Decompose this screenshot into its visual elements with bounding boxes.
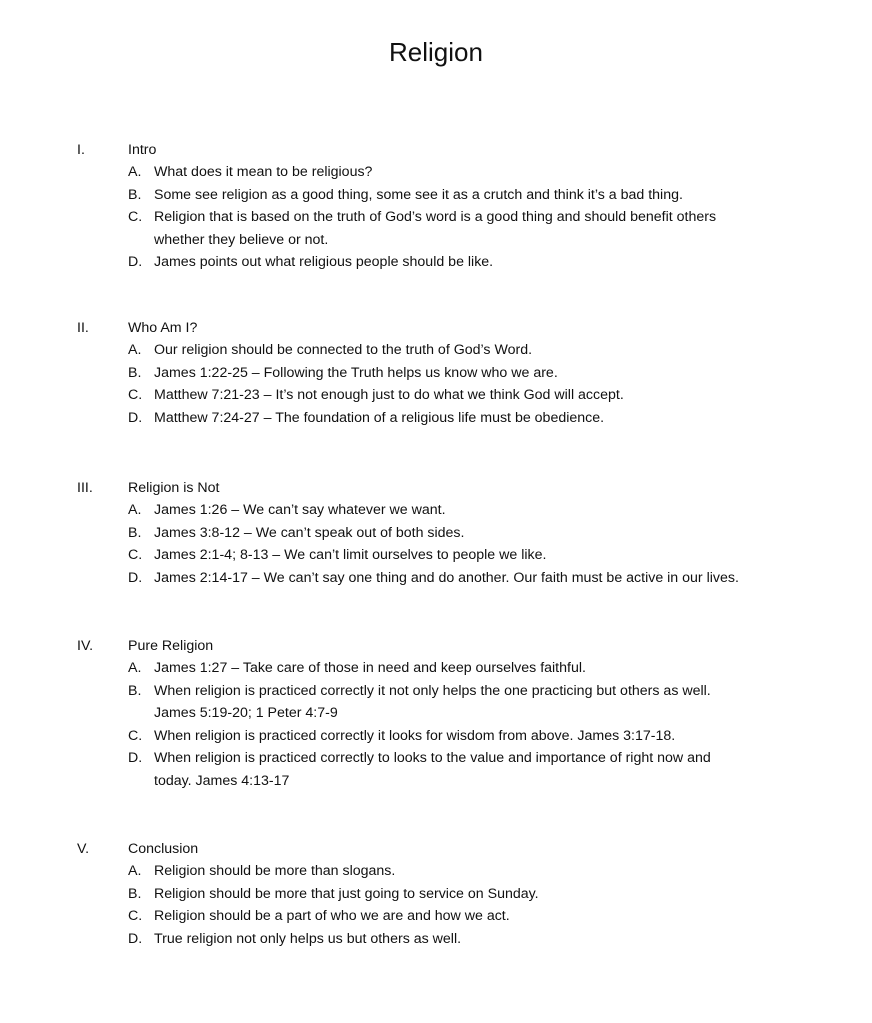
item-text-line: Religion should be more than slogans. xyxy=(154,863,396,879)
outline-item xyxy=(0,251,872,274)
item-text-line: today. James 4:13-17 xyxy=(154,772,290,789)
item-letter: B. xyxy=(128,364,142,381)
section-numeral: I. xyxy=(77,142,85,158)
outline-item xyxy=(0,522,872,545)
item-letter: D. xyxy=(128,409,143,426)
outline-item xyxy=(0,680,872,725)
outline-item xyxy=(0,184,872,207)
outline-item xyxy=(0,657,872,680)
outline-item xyxy=(0,883,872,906)
item-letter: A. xyxy=(128,342,142,358)
outline-item xyxy=(0,747,872,792)
item-letter: A. xyxy=(128,863,142,879)
item-letter: B. xyxy=(128,524,142,541)
outline-item xyxy=(0,905,872,928)
item-letter: D. xyxy=(128,930,143,947)
outline-section xyxy=(0,838,872,950)
item-letter: C. xyxy=(128,209,143,226)
section-heading xyxy=(0,139,872,161)
item-letter: A. xyxy=(128,660,142,676)
outline-item xyxy=(0,725,872,748)
section-heading xyxy=(0,317,872,339)
item-text-line: whether they believe or not. xyxy=(154,231,329,248)
outline-item xyxy=(0,206,872,251)
outline-item xyxy=(0,407,872,430)
item-text-line: Religion should be more that just going to service on Sunday. xyxy=(154,885,539,902)
item-text-line: James 1:27 – Take care of those in need and keep ourselves faithful. xyxy=(154,660,586,676)
item-text-line: James points out what religious people should be like. xyxy=(154,254,494,271)
outline-item xyxy=(0,928,872,951)
item-text-line: Religion that is based on the truth of God’s word is a good thing and should benefit others xyxy=(154,209,717,226)
outline-section xyxy=(0,477,872,589)
outline-section xyxy=(0,635,872,793)
item-text-line: James 1:26 – We can’t say whatever we want. xyxy=(154,502,446,518)
outline-section xyxy=(0,139,872,274)
outline-item xyxy=(0,544,872,567)
section-numeral: V. xyxy=(77,841,90,857)
section-title: Who Am I? xyxy=(128,320,198,336)
item-text-line: When religion is practiced correctly to looks to the value and importance of right now and xyxy=(154,750,711,767)
item-text-line: James 2:1-4; 8-13 – We can’t limit ourselves to people we like. xyxy=(154,547,547,564)
section-heading xyxy=(0,838,872,860)
outline-item xyxy=(0,860,872,883)
item-letter: D. xyxy=(128,750,143,767)
section-title: Conclusion xyxy=(128,841,199,857)
item-text-line: True religion not only helps us but others as well. xyxy=(154,930,462,947)
item-letter: B. xyxy=(128,682,142,699)
outline-item xyxy=(0,499,872,522)
item-letter: D. xyxy=(128,569,143,586)
item-letter: C. xyxy=(128,387,143,404)
item-text-line: Our religion should be connected to the truth of God’s Word. xyxy=(154,342,533,358)
item-text-line: James 2:14-17 – We can’t say one thing and do another. Our faith must be active in our lives. xyxy=(154,569,739,586)
item-letter: C. xyxy=(128,727,143,744)
item-letter: B. xyxy=(128,186,142,203)
section-title: Pure Religion xyxy=(128,638,214,654)
outline-item xyxy=(0,384,872,407)
item-letter: A. xyxy=(128,502,142,518)
item-letter: D. xyxy=(128,254,143,271)
section-heading xyxy=(0,635,872,657)
section-title: Religion is Not xyxy=(128,480,220,496)
section-title: Intro xyxy=(128,142,157,158)
outline-item xyxy=(0,567,872,590)
document-title: Religion xyxy=(389,37,483,67)
outline-item xyxy=(0,362,872,385)
item-text-line: Some see religion as a good thing, some see it as a crutch and think it’s a bad thing. xyxy=(154,186,683,203)
outline-section xyxy=(0,317,872,429)
item-text-line: What does it mean to be religious? xyxy=(154,164,373,180)
item-letter: C. xyxy=(128,547,143,564)
section-heading xyxy=(0,477,872,499)
item-text-line: James 1:22-25 – Following the Truth helps us know who we are. xyxy=(154,364,558,381)
item-letter: A. xyxy=(128,164,142,180)
item-text-line: James 5:19-20; 1 Peter 4:7-9 xyxy=(154,705,338,722)
item-text-line: Religion should be a part of who we are and how we act. xyxy=(154,908,510,925)
item-text-line: Matthew 7:21-23 – It’s not enough just to do what we think God will accept. xyxy=(154,387,624,404)
outline-item xyxy=(0,161,872,184)
item-text-line: When religion is practiced correctly it looks for wisdom from above. James 3:17-18. xyxy=(154,727,676,744)
item-text-line: When religion is practiced correctly it not only helps the one practicing but others as well. xyxy=(154,682,711,699)
item-letter: C. xyxy=(128,908,143,925)
section-numeral: IV. xyxy=(77,638,94,654)
item-text-line: James 3:8-12 – We can’t speak out of both sides. xyxy=(154,524,465,541)
item-text-line: Matthew 7:24-27 – The foundation of a religious life must be obedience. xyxy=(154,409,605,426)
section-numeral: III. xyxy=(77,480,93,496)
outline-item xyxy=(0,339,872,362)
section-numeral: II. xyxy=(77,320,89,336)
item-letter: B. xyxy=(128,885,142,902)
